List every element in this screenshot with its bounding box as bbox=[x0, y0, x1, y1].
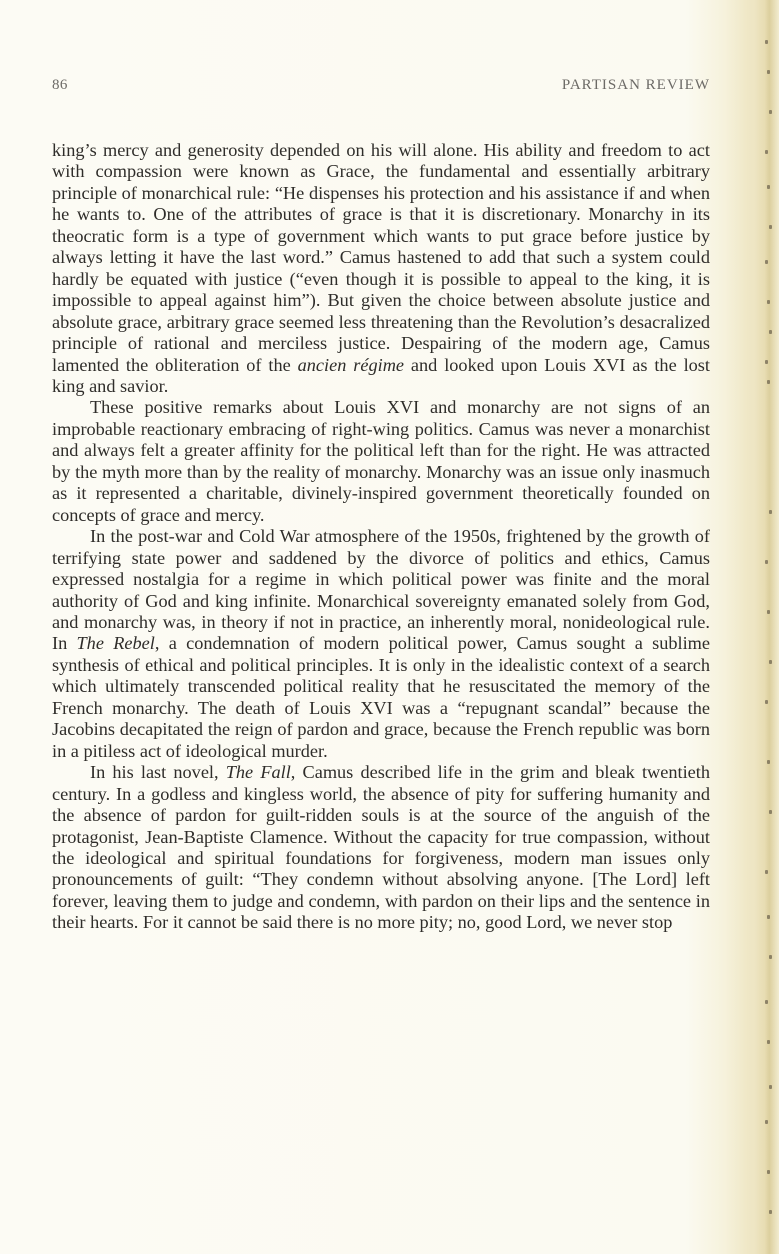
paragraph bbox=[52, 397, 710, 526]
binding-speck bbox=[765, 360, 768, 364]
binding-speck bbox=[765, 1000, 768, 1004]
binding-speck bbox=[769, 1210, 772, 1214]
binding-speck bbox=[767, 1170, 770, 1174]
paragraph bbox=[52, 526, 710, 762]
binding-speck bbox=[769, 110, 772, 114]
binding-speck bbox=[767, 185, 770, 189]
binding-speck bbox=[769, 660, 772, 664]
text-run: In his last novel, bbox=[90, 762, 226, 783]
text-run: , Camus described life in the grim and bleak twentieth century. In a godless and kingless world, the absence of pity for suffering humanity and the absence of pardon for guilt-ridden souls is at the source of the anguish of the protagonist, Jean-Baptiste Clamence. Without the capacity for true compassion, without the ideological and spiritual foundations for forgiveness, modern man issues only pronouncements of guilt: “They condemn without absolving anyone. [The Lord] left forever, leaving them to judge and condemn, with pardon on their lips and the sentence in their hearts. For it cannot be said there is no more pity; no, good Lord, we never stop bbox=[52, 762, 711, 933]
running-head bbox=[52, 77, 710, 94]
text-run: and looked upon Louis XVI as the lost king and savior. bbox=[52, 354, 710, 396]
binding-speck bbox=[765, 700, 768, 704]
italic-title: The Fall bbox=[225, 762, 291, 783]
binding-speck bbox=[769, 225, 772, 229]
page-number: 86 bbox=[52, 77, 68, 93]
binding-speck bbox=[765, 260, 768, 264]
binding-speck bbox=[765, 1120, 768, 1124]
binding-speck bbox=[767, 70, 770, 74]
paragraph bbox=[52, 762, 710, 934]
binding-speck bbox=[769, 510, 772, 514]
binding-speck bbox=[767, 300, 770, 304]
binding-speck bbox=[765, 150, 768, 154]
article-body bbox=[52, 140, 710, 934]
text-run: king’s mercy and generosity depended on his will alone. His ability and freedom to act with compassion were known as Grace, the fundamental and essentially arbitrary principle of monarchical rule: “He dispenses his protection and his assistance if and when he wants to. One of the attributes of grace is that it is discretionary. Monarchy in its theocratic form is a type of government which wants to put grace before justice by always letting it have the last word.” Camus hastened to add that such a system could hardly be equated with justice (“even though it is possible to appeal to the king, it is impossible to appeal against him”). But given the choice between absolute justice and absolute grace, arbitrary grace seemed less threatening than the Revolution’s desacralized principle of rational and merciless justice. Despairing of the modern age, Camus lamented the obliteration of the bbox=[52, 140, 710, 375]
binding-speck bbox=[767, 380, 770, 384]
paragraph bbox=[52, 140, 710, 397]
binding-speck bbox=[769, 330, 772, 334]
italic-title: ancien régime bbox=[297, 354, 405, 375]
binding-speck bbox=[767, 610, 770, 614]
binding-speck bbox=[767, 1040, 770, 1044]
binding-speck bbox=[769, 810, 772, 814]
binding-speck bbox=[767, 760, 770, 764]
binding-speck bbox=[769, 1085, 772, 1089]
text-run: , a condemnation of modern political power, Camus sought a sublime synthesis of ethical and political principles. It is only in the idealistic context of a search which ultimately transcended political reality that he resuscitated the memory of the French monarchy. The death of Louis XVI was a “repugnant scandal” because the Jacobins decapitated the reign of pardon and grace, because the French republic was born in a pitiless act of ideological murder. bbox=[52, 633, 710, 761]
binding-speck bbox=[767, 915, 770, 919]
binding-speck bbox=[769, 955, 772, 959]
binding-speck bbox=[765, 870, 768, 874]
page-gutter-shadow bbox=[755, 0, 779, 1254]
binding-speck bbox=[765, 560, 768, 564]
text-run: In the post-war and Cold War atmosphere of the 1950s, frightened by the growth of terrifying state power and saddened by the divorce of politics and ethics, Camus expressed nostalgia for a regime in which political power was finite and the moral authority of God and king infinite. Monarchical sovereignty emanated solely from God, and monarchy was, in theory if not in practice, an inherently moral, nonideological rule. In bbox=[52, 526, 710, 654]
journal-title: PARTISAN REVIEW bbox=[561, 77, 710, 93]
text-run: These positive remarks about Louis XVI and monarchy are not signs of an improbable reactionary embracing of right-wing politics. Camus was never a monarchist and always felt a greater affinity for the political left than for the right. He was attracted by the myth more than by the reality of monarchy. Monarchy was an issue only inasmuch as it represented a charitable, divinely-inspired government theoretically founded on concepts of grace and mercy. bbox=[52, 397, 710, 525]
binding-speck bbox=[765, 40, 768, 44]
italic-title: The Rebel bbox=[76, 633, 155, 654]
